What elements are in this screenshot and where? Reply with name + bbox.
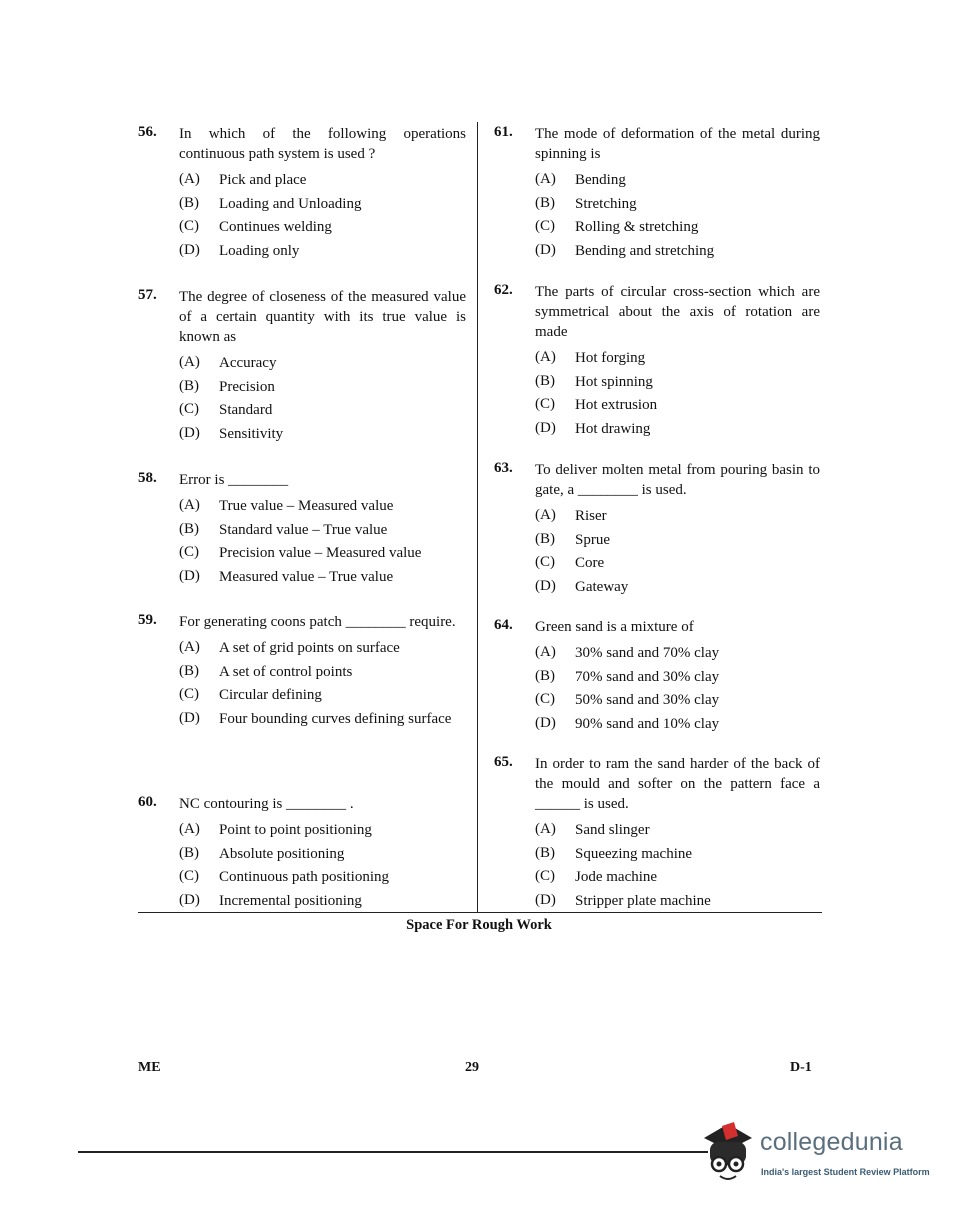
question-56 [138, 124, 466, 262]
option: (B) Loading and Unloading [179, 194, 362, 212]
option: (A) A set of grid points on surface [179, 639, 400, 656]
question-number: 61. [494, 124, 513, 140]
question-61 [494, 124, 820, 262]
question-number: 57. [138, 287, 157, 303]
question-text: NC contouring is ________ . [179, 796, 354, 812]
option: (C) 50% sand and 30% clay [535, 691, 720, 708]
option: (B) Squeezing machine [535, 844, 693, 862]
question-text: Green sand is a mixture of [535, 619, 694, 635]
option: (A) 30% sand and 70% clay [535, 644, 720, 661]
option: (D) Stripper plate machine [535, 891, 711, 909]
question-57 [138, 287, 466, 445]
option: (D) Bending and stretching [535, 241, 715, 259]
option: (A) Sand slinger [535, 821, 650, 838]
question-59 [138, 612, 466, 730]
question-text: In which of the following operations continuous path system is used ? [179, 126, 466, 162]
brand-name: collegedunia [760, 1128, 903, 1156]
question-number: 59. [138, 612, 157, 628]
brand-tagline: India's largest Student Review Platform [761, 1167, 930, 1177]
option: (C) Standard [179, 401, 273, 418]
option: (A) Hot forging [535, 349, 646, 366]
option: (A) Pick and place [179, 171, 307, 188]
option: (C) Continues welding [179, 218, 332, 235]
option: (B) Standard value – True value [179, 520, 388, 538]
question-number: 62. [494, 282, 513, 298]
options-list [535, 818, 820, 912]
option: (D) Sensitivity [179, 424, 284, 442]
option: (B) A set of control points [179, 662, 353, 680]
question-text: Error is ________ [179, 472, 289, 488]
footer-subject-code: ME [138, 1060, 161, 1075]
question-number: 65. [494, 754, 513, 770]
column-divider [477, 122, 478, 912]
option: (D) Incremental positioning [179, 891, 362, 909]
option: (C) Circular defining [179, 686, 322, 703]
options-list [535, 346, 820, 440]
options-list [535, 641, 820, 735]
options-list [179, 168, 466, 262]
options-list [535, 504, 820, 598]
option: (D) Hot drawing [535, 419, 651, 437]
section-divider [138, 912, 822, 913]
question-64 [494, 617, 820, 735]
question-text: In order to ram the sand harder of the back of the mould and softer on the pattern face a ______ is used. [535, 756, 820, 812]
question-60 [138, 794, 466, 912]
rough-work-label: Space For Rough Work [406, 917, 552, 933]
question-number: 60. [138, 794, 157, 810]
option: (B) 70% sand and 30% clay [535, 667, 720, 685]
question-text: To deliver molten metal from pouring basin to gate, a ________ is used. [535, 462, 820, 498]
option: (A) True value – Measured value [179, 497, 394, 514]
option: (A) Bending [535, 171, 626, 188]
question-number: 63. [494, 460, 513, 476]
option: (D) 90% sand and 10% clay [535, 714, 720, 732]
option: (C) Core [535, 554, 605, 571]
options-list [179, 636, 466, 730]
option: (A) Point to point positioning [179, 821, 372, 838]
question-58 [138, 470, 466, 588]
question-62 [494, 282, 820, 440]
option: (D) Gateway [535, 577, 629, 595]
option: (B) Absolute positioning [179, 844, 345, 862]
option: (B) Stretching [535, 194, 637, 212]
option: (A) Accuracy [179, 354, 277, 371]
question-text: The degree of closeness of the measured value of a certain quantity with its true value is known as [179, 289, 466, 345]
question-number: 56. [138, 124, 157, 140]
bottom-rule [78, 1151, 708, 1153]
question-63 [494, 460, 820, 598]
question-text: The parts of circular cross-section which are symmetrical about the axis of rotation are made [535, 284, 820, 340]
options-list [179, 351, 466, 445]
option: (B) Precision [179, 377, 275, 395]
option: (A) Riser [535, 507, 607, 524]
option: (C) Precision value – Measured value [179, 544, 422, 561]
options-list [535, 168, 820, 262]
mascot-logo-icon [700, 1120, 756, 1184]
option: (D) Measured value – True value [179, 567, 394, 585]
question-text: For generating coons patch ________ require. [179, 614, 456, 630]
options-list [179, 494, 466, 588]
option: (D) Four bounding curves defining surface [179, 709, 452, 727]
option: (C) Hot extrusion [535, 396, 658, 413]
options-list [179, 818, 466, 912]
option: (B) Hot spinning [535, 372, 653, 390]
option: (C) Jode machine [535, 868, 658, 885]
option: (C) Rolling & stretching [535, 218, 699, 235]
question-number: 64. [494, 617, 513, 633]
option: (C) Continuous path positioning [179, 868, 390, 885]
footer-booklet-code: D-1 [790, 1060, 812, 1075]
question-text: The mode of deformation of the metal during spinning is [535, 126, 820, 162]
page-number: 29 [465, 1060, 479, 1075]
collegedunia-watermark [700, 1118, 930, 1188]
question-number: 58. [138, 470, 157, 486]
question-65 [494, 754, 820, 912]
option: (D) Loading only [179, 241, 300, 259]
option: (B) Sprue [535, 530, 610, 548]
